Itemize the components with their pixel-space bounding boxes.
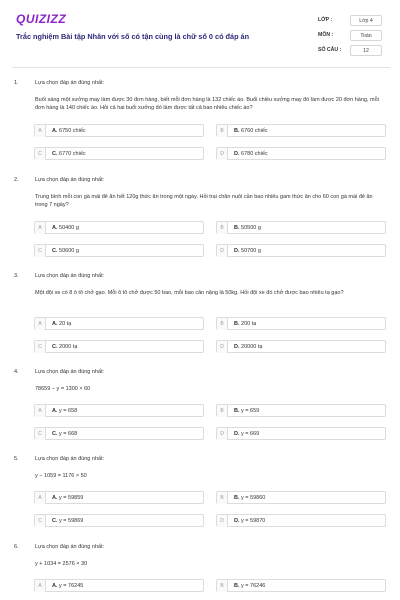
option-b[interactable] <box>216 221 386 234</box>
option-value: 50400 g <box>59 225 79 231</box>
option-value: 6750 chiếc <box>59 128 86 134</box>
option-key: A. <box>52 321 58 327</box>
option-letter: A <box>35 580 46 592</box>
option-value: y = 659 <box>241 408 260 414</box>
option-value: 6760 chiếc <box>241 128 268 134</box>
option-key: B. <box>234 225 240 231</box>
option-d[interactable] <box>216 427 386 440</box>
option-letter: C <box>35 341 46 353</box>
meta-question-count-value: 12 <box>350 45 382 56</box>
option-value: y = 669 <box>241 431 260 437</box>
meta-question-count-label: SỐ CÂU : <box>318 47 342 53</box>
option-key: C. <box>52 344 58 350</box>
option-c[interactable] <box>34 514 204 527</box>
option-value: y = 668 <box>59 431 78 437</box>
meta-grade <box>318 15 386 27</box>
meta-grade-value: Lớp 4 <box>350 15 382 26</box>
option-value: y = 59869 <box>59 518 84 524</box>
option-value: 20 tạ <box>59 321 72 327</box>
quizizz-logo: QUIZIZZ <box>16 12 67 26</box>
question-text: Buổi sáng một xưởng may làm được 30 đơn hàng, biết mỗi đơn hàng là 132 chiếc áo. Buổi chiều xưởng may đó làm được 20 đơn hàng, mỗi đơn hàng là 140 chiếc áo. Hỏi cả hai buổi xưởng đó làm được tất cả bao nhiêu chiếc áo? <box>35 97 379 112</box>
option-c[interactable] <box>34 244 204 257</box>
option-key: A. <box>52 495 58 501</box>
question-number: 4. <box>14 369 19 375</box>
option-key: A. <box>52 583 58 589</box>
question-prompt: Lựa chọn đáp án đúng nhất: <box>35 177 105 183</box>
option-key: D. <box>234 518 240 524</box>
option-key: C. <box>52 431 58 437</box>
question-text: y − 1059 = 1176 × 50 <box>35 473 87 479</box>
option-key: D. <box>234 248 240 254</box>
option-key: D. <box>234 431 240 437</box>
option-a[interactable] <box>34 124 204 137</box>
option-value: y = 59859 <box>59 495 84 501</box>
question-prompt: Lựa chọn đáp án đúng nhất: <box>35 80 105 86</box>
question-text: Trung bình mỗi con gà mái đẻ ăn hết 120g thức ăn trong một ngày. Hỏi trại chăn nuôi cần bao nhiêu gam thức ăn cho 60 con gà mái đẻ ăn trong 7 ngày? <box>35 194 373 209</box>
option-b[interactable] <box>216 124 386 137</box>
question-prompt: Lựa chọn đáp án đúng nhất: <box>35 544 105 550</box>
option-key: D. <box>234 151 240 157</box>
option-letter: C <box>35 245 46 257</box>
option-c[interactable] <box>34 340 204 353</box>
question-number: 5. <box>14 456 19 462</box>
header-divider <box>12 67 390 68</box>
question-number: 6. <box>14 544 19 550</box>
option-a[interactable] <box>34 221 204 234</box>
option-value: y = 59870 <box>241 518 266 524</box>
option-key: A. <box>52 225 58 231</box>
option-value: 50500 g <box>241 225 261 231</box>
option-letter: B <box>217 405 228 417</box>
question-number: 1. <box>14 80 19 86</box>
option-letter: B <box>217 318 228 330</box>
question-number: 2. <box>14 177 19 183</box>
page-title: Trắc nghiệm Bài tập Nhân với số có tận cùng là chữ số 0 có đáp án <box>16 32 250 41</box>
option-value: y = 76246 <box>241 583 266 589</box>
option-key: B. <box>234 321 240 327</box>
option-b[interactable] <box>216 317 386 330</box>
option-letter: D <box>217 341 228 353</box>
option-b[interactable] <box>216 579 386 592</box>
option-d[interactable] <box>216 340 386 353</box>
option-value: 20000 tạ <box>241 344 263 350</box>
option-key: D. <box>234 344 240 350</box>
option-d[interactable] <box>216 514 386 527</box>
option-letter: B <box>217 580 228 592</box>
option-letter: D <box>217 148 228 160</box>
option-letter: A <box>35 405 46 417</box>
question-number: 3. <box>14 273 19 279</box>
question-text: Một đội xe có 8 ô tô chở gạo. Mỗi ô tô chở được 50 bao, mỗi bao cân nặng là 50kg. Hỏi đội xe đó chở được bao nhiêu tạ gạo? <box>35 290 344 296</box>
option-key: C. <box>52 248 58 254</box>
option-letter: B <box>217 125 228 137</box>
option-letter: C <box>35 428 46 440</box>
option-value: y = 76245 <box>59 583 84 589</box>
option-value: 2000 tạ <box>59 344 78 350</box>
option-letter: C <box>35 148 46 160</box>
option-key: A. <box>52 128 58 134</box>
question-prompt: Lựa chọn đáp án đúng nhất: <box>35 369 105 375</box>
option-value: 50600 g <box>59 248 79 254</box>
option-letter: C <box>35 515 46 527</box>
meta-subject <box>318 30 386 42</box>
option-a[interactable] <box>34 404 204 417</box>
option-letter: B <box>217 492 228 504</box>
question-text: y + 1034 = 2576 × 30 <box>35 561 88 567</box>
option-d[interactable] <box>216 244 386 257</box>
option-a[interactable] <box>34 317 204 330</box>
option-key: B. <box>234 128 240 134</box>
option-letter: A <box>35 125 46 137</box>
option-value: y = 658 <box>59 408 78 414</box>
question-prompt: Lựa chọn đáp án đúng nhất: <box>35 273 105 279</box>
option-letter: A <box>35 318 46 330</box>
question-text: 78659 − y = 1300 × 60 <box>35 386 91 392</box>
option-value: 6770 chiếc <box>59 151 86 157</box>
option-key: C. <box>52 151 58 157</box>
option-d[interactable] <box>216 147 386 160</box>
question-prompt: Lựa chọn đáp án đúng nhất: <box>35 456 105 462</box>
option-c[interactable] <box>34 147 204 160</box>
option-value: 6780 chiếc <box>241 151 268 157</box>
option-key: C. <box>52 518 58 524</box>
option-letter: A <box>35 222 46 234</box>
meta-subject-value: Toán <box>350 30 382 41</box>
option-value: 200 tạ <box>241 321 257 327</box>
option-key: B. <box>234 408 240 414</box>
meta-grade-label: LỚP : <box>318 17 333 23</box>
option-key: B. <box>234 495 240 501</box>
option-letter: B <box>217 222 228 234</box>
option-a[interactable] <box>34 491 204 504</box>
option-value: y = 59860 <box>241 495 266 501</box>
option-key: A. <box>52 408 58 414</box>
option-a[interactable] <box>34 579 204 592</box>
option-letter: D <box>217 428 228 440</box>
option-letter: D <box>217 245 228 257</box>
option-b[interactable] <box>216 491 386 504</box>
option-value: 50700 g <box>241 248 261 254</box>
option-b[interactable] <box>216 404 386 417</box>
option-letter: D <box>217 515 228 527</box>
meta-subject-label: MÔN : <box>318 32 334 38</box>
meta-question-count <box>318 45 386 57</box>
option-letter: A <box>35 492 46 504</box>
option-c[interactable] <box>34 427 204 440</box>
option-key: B. <box>234 583 240 589</box>
